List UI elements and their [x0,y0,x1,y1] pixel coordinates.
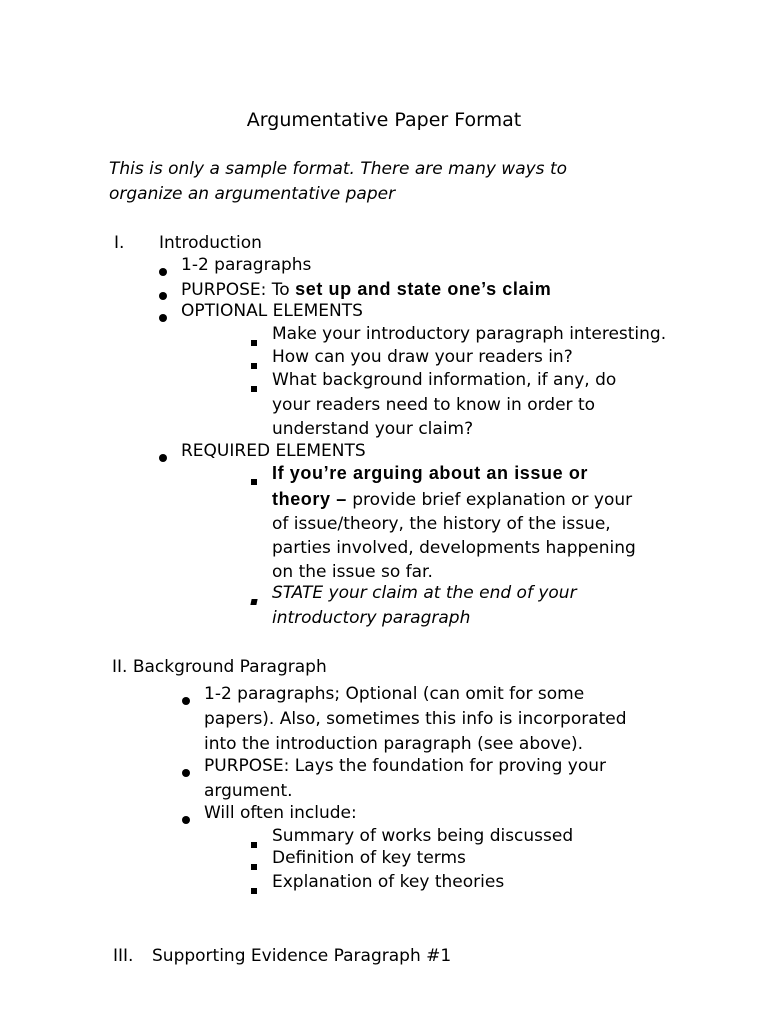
optional-item-3: What background information, if any, do [272,370,617,390]
square-bullet-icon [251,589,257,611]
bullet-icon [159,260,167,282]
square-bullet-icon [251,854,257,876]
include-item-2: Definition of key terms [272,848,466,868]
section-2-bullet-2-line-2: argument. [204,781,293,801]
theory-bold: theory – [272,489,347,509]
section-2-bullet-3: Will often include: [204,803,357,823]
section-1-bullet-3: OPTIONAL ELEMENTS [181,301,363,321]
include-item-1: Summary of works being discussed [272,826,574,846]
required-item-1-line-1: If you’re arguing about an issue or [272,463,589,483]
square-bullet-icon [251,353,257,375]
section-1-heading: Introduction [159,233,262,253]
page-title: Argumentative Paper Format [246,109,522,131]
square-bullet-icon [251,376,257,398]
sample-note-line-1: This is only a sample format. There are many ways to [109,159,568,179]
bullet-icon [182,689,190,711]
section-3-numeral: III. [113,946,134,966]
optional-item-3-cont-1: your readers need to know in order to [272,395,596,415]
bullet-icon [159,284,167,306]
section-2-heading: II. Background Paragraph [112,657,327,677]
section-2-bullet-1-line-2: papers). Also, sometimes this info is incorporated [204,709,627,729]
section-2-bullet-1-line-1: 1-2 paragraphs; Optional (can omit for some [204,684,585,704]
section-2-bullet-2-line-1: PURPOSE: Lays the foundation for proving your [204,756,606,776]
section-1-bullet-1: 1-2 paragraphs [181,255,312,275]
section-1-bullet-4: REQUIRED ELEMENTS [181,441,366,461]
bullet-icon [182,761,190,783]
required-item-1-line-2 [272,488,632,511]
required-item-1-line-4: parties involved, developments happening [272,538,636,558]
section-2-bullet-1-line-3: into the introduction paragraph (see above). [204,734,584,754]
theory-rest: provide brief explanation or your [346,490,633,510]
square-bullet-icon [251,469,257,491]
purpose-prefix: PURPOSE: To [181,280,296,300]
section-1-bullet-2 [181,278,551,301]
bullet-icon [182,808,190,830]
optional-item-3-cont-2: understand your claim? [272,419,474,439]
optional-item-1: Make your introductory paragraph interesting. [272,324,667,344]
square-bullet-icon [251,832,257,854]
required-item-1-line-5: on the issue so far. [272,562,433,582]
purpose-claim: set up and state one’s claim [295,279,552,299]
optional-item-2: How can you draw your readers in? [272,347,573,367]
section-3-heading: Supporting Evidence Paragraph #1 [152,946,452,966]
required-item-2-line-2: introductory paragraph [272,608,471,628]
required-item-1-line-3: of issue/theory, the history of the issue, [272,514,611,534]
square-bullet-icon [251,878,257,900]
bullet-icon [159,446,167,468]
include-item-3: Explanation of key theories [272,872,505,892]
required-item-2-line-1: STATE your claim at the end of your [272,583,577,603]
bullet-icon [159,306,167,328]
sample-note-line-2: organize an argumentative paper [109,184,396,204]
square-bullet-icon [251,330,257,352]
section-1-numeral: I. [114,233,125,253]
